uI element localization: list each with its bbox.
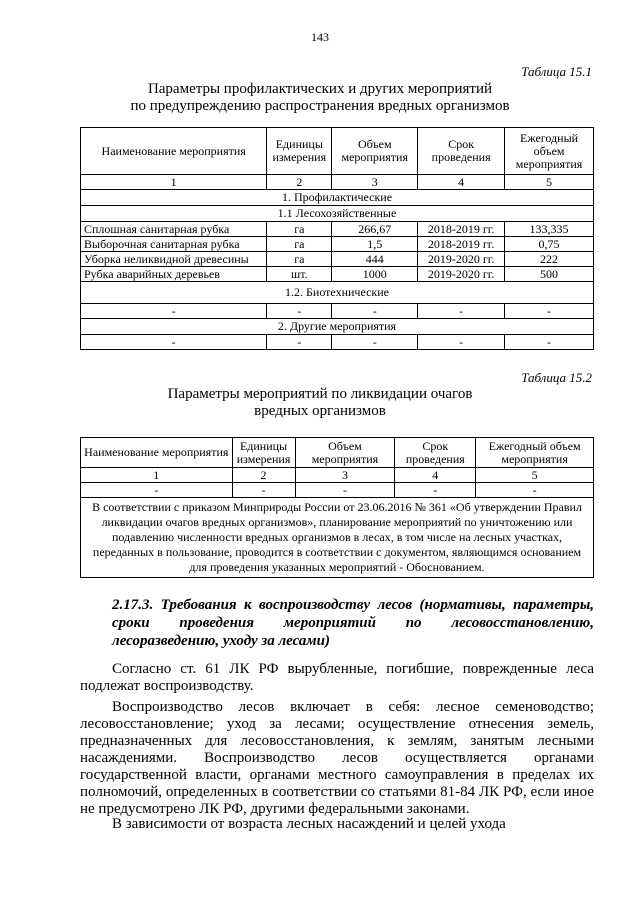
table-cell: 1	[81, 468, 233, 483]
table-cell: 500	[505, 267, 594, 282]
table2-number-row	[81, 468, 594, 483]
table-cell: 0,75	[505, 237, 594, 252]
table-cell: Сплошная санитарная рубка	[81, 222, 267, 237]
table-cell: -	[418, 304, 505, 319]
table2-header-volume: Объем мероприятия	[295, 438, 395, 468]
table1-header-name: Наименование мероприятия	[81, 128, 267, 175]
table1-subsection-row	[81, 206, 594, 222]
table2-header-name: Наименование мероприятия	[81, 438, 233, 468]
table-row	[81, 335, 594, 350]
table-cell: 3	[295, 468, 395, 483]
table-cell: -	[476, 483, 594, 498]
table-cell: Уборка неликвидной древесины	[81, 252, 267, 267]
section-heading	[80, 596, 594, 650]
table2-header-annual: Ежегодный объем мероприятия	[476, 438, 594, 468]
table1-section-row	[81, 319, 594, 335]
paragraph-3: В зависимости от возраста лесных насаждений и целей ухода	[112, 816, 506, 832]
table1-title	[0, 81, 640, 115]
table-cell: -	[505, 335, 594, 350]
table-row	[81, 267, 594, 282]
table-cell: -	[295, 483, 395, 498]
table-cell: 1,5	[332, 237, 418, 252]
table-cell: 222	[505, 252, 594, 267]
table1	[80, 127, 594, 350]
table2-caption: Таблица 15.2	[521, 370, 592, 385]
section-heading-text: 2.17.3. Требования к воспроизводству лесов (нормативы, параметры, сроки проведения мероприятий по лесовосстановлению, лесоразведению, уходу за лесами)	[112, 597, 594, 649]
table1-section2: 2. Другие мероприятия	[81, 319, 594, 335]
table-cell: -	[81, 304, 267, 319]
table1-header-volume: Объем мероприятия	[332, 128, 418, 175]
table-cell: 444	[332, 252, 418, 267]
table1-header-period: Срок проведения	[418, 128, 505, 175]
table1-title-line2: по предупреждению распространения вредных организмов	[130, 98, 510, 114]
table1-header-row	[81, 128, 594, 175]
table-row	[81, 252, 594, 267]
table2-header-unit: Единицы измерения	[232, 438, 295, 468]
table2-header-row	[81, 438, 594, 468]
table-cell: -	[418, 335, 505, 350]
table-cell: -	[81, 335, 267, 350]
table1-subsection2: 1.2. Биотехнические	[81, 282, 594, 304]
table-row	[81, 483, 594, 498]
table-cell: 2018-2019 гг.	[418, 237, 505, 252]
table-cell: Выборочная санитарная рубка	[81, 237, 267, 252]
table2	[80, 437, 594, 578]
table1-title-line1: Параметры профилактических и других мероприятий	[147, 81, 493, 97]
table2-title-line2: вредных организмов	[254, 403, 386, 419]
page-number: 143	[311, 30, 329, 44]
table-cell: -	[81, 483, 233, 498]
table1-number-row	[81, 175, 594, 190]
table-cell: 2019-2020 гг.	[418, 267, 505, 282]
table-cell: Рубка аварийных деревьев	[81, 267, 267, 282]
table-cell: 5	[505, 175, 594, 190]
table2-note: В соответствии с приказом Минприроды России от 23.06.2016 № 361 «Об утверждении Правил ликвидации очагов вредных организмов», планирование мероприятий по уничтожению или подавлению численности вредных организмов в лесах, в том числе на лесных участках, переданных в пользование, проводится в соответствии с документом, являющимся основанием для проведения указанных мероприятий - Обоснованием.	[81, 498, 594, 578]
paragraph-2: Воспроизводство лесов включает в себя: лесное семеноводство; лесовосстановление; уход за лесами; осуществление отнесения земель, предназначенных для лесовосстановления, к землям, занятым лесными насаждениями. Воспроизводство лесов осуществляется органами государственной власти, органами местного самоуправления в пределах их полномочий, определенных в соответствии со статьями 81-84 ЛК РФ, если иное не предусмотрено ЛК РФ, другими федеральными законами.	[80, 699, 594, 817]
table-cell: га	[267, 252, 332, 267]
table-row	[81, 222, 594, 237]
table-row	[81, 304, 594, 319]
table2-note-row	[81, 498, 594, 578]
table2-title	[0, 386, 640, 420]
table1-section1: 1. Профилактические	[81, 190, 594, 206]
table-cell: 1	[81, 175, 267, 190]
table-cell: 2	[267, 175, 332, 190]
table-cell: -	[267, 304, 332, 319]
table-row	[81, 237, 594, 252]
table-cell: -	[505, 304, 594, 319]
table2-header-period: Срок проведения	[395, 438, 476, 468]
table-cell: 2018-2019 гг.	[418, 222, 505, 237]
table1-subsection-row	[81, 282, 594, 304]
table-cell: 1000	[332, 267, 418, 282]
table-cell: 4	[395, 468, 476, 483]
table-cell: шт.	[267, 267, 332, 282]
table-cell: -	[267, 335, 332, 350]
table-cell: 133,335	[505, 222, 594, 237]
table-cell: 2	[232, 468, 295, 483]
table-cell: 5	[476, 468, 594, 483]
table-cell: 3	[332, 175, 418, 190]
table-cell: 2019-2020 гг.	[418, 252, 505, 267]
table-cell: -	[232, 483, 295, 498]
table1-subsection1: 1.1 Лесохозяйственные	[81, 206, 594, 222]
table-cell: га	[267, 237, 332, 252]
table-cell: -	[332, 304, 418, 319]
table-cell: -	[332, 335, 418, 350]
table-cell: 266,67	[332, 222, 418, 237]
table1-caption: Таблица 15.1	[521, 64, 592, 79]
table-cell: 4	[418, 175, 505, 190]
table1-header-unit: Единицы измерения	[267, 128, 332, 175]
table1-section-row	[81, 190, 594, 206]
paragraph-1: Согласно ст. 61 ЛК РФ вырубленные, погибшие, поврежденные леса подлежат воспроизводству.	[80, 661, 594, 694]
table-cell: га	[267, 222, 332, 237]
table1-header-annual: Ежегодный объем мероприятия	[505, 128, 594, 175]
table-cell: -	[395, 483, 476, 498]
table2-title-line1: Параметры мероприятий по ликвидации очагов	[167, 386, 473, 402]
